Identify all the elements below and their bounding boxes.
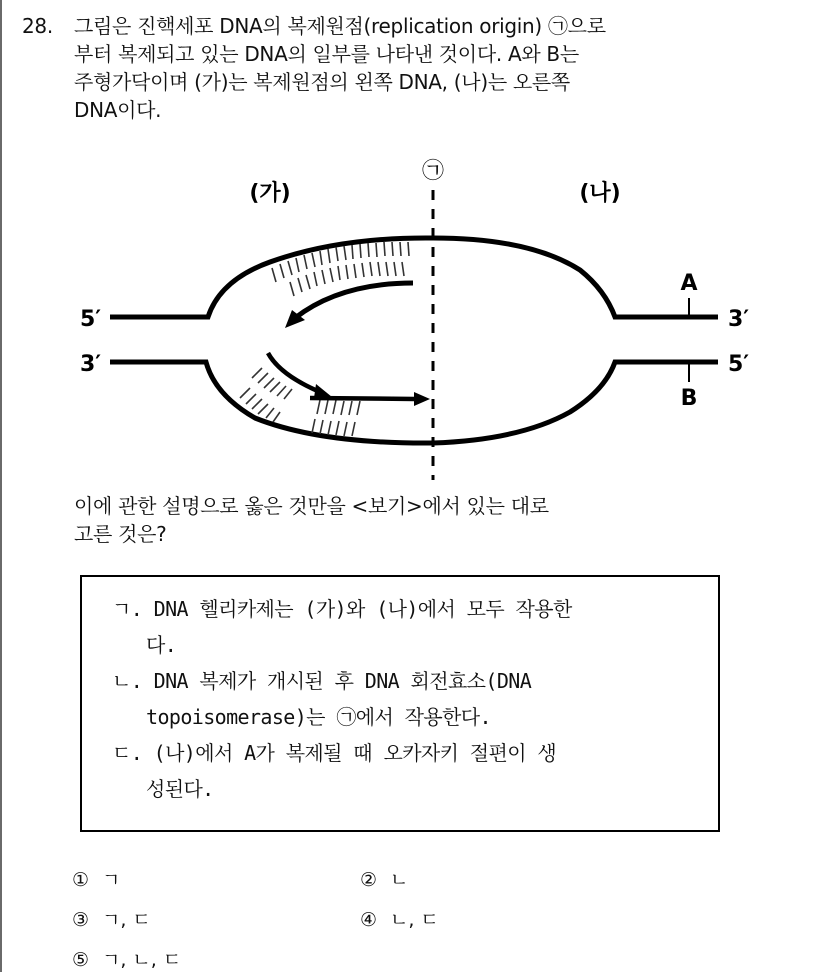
choice-number: ② [360, 869, 378, 891]
top-right-3prime: 3′ [728, 307, 750, 332]
question-stem [22, 12, 802, 124]
choice-text: ㄴ, ㄷ [390, 909, 439, 931]
okazaki-fragment-arrow-2 [310, 398, 415, 399]
choice-4[interactable] [360, 900, 648, 940]
strand-label-b: B [680, 386, 698, 411]
choice-2[interactable] [360, 860, 648, 900]
label-left-ga: (가) [249, 181, 291, 206]
top-strand [110, 238, 718, 317]
question-prompt [74, 492, 794, 548]
origin-marker: ㉠ [421, 159, 445, 184]
choice-text: ㄴ [390, 869, 409, 891]
choice-3[interactable] [72, 900, 360, 940]
bogi-text-cont: 성된다. [146, 777, 214, 801]
bogi-marker: ㄱ. [112, 597, 143, 621]
bogi-item-giyeok [112, 591, 718, 627]
question-line-4: DNA이다. [74, 98, 162, 122]
strand-label-a: A [680, 271, 698, 296]
bottom-right-5prime: 5′ [728, 352, 750, 377]
question-line-2: 부터 복제되고 있는 DNA의 일부를 나타낸 것이다. A와 B는 [74, 42, 579, 66]
bogi-text-cont: 다. [146, 633, 177, 657]
prompt-line-2: 고른 것은? [74, 522, 167, 546]
choice-text: ㄱ, ㄴ, ㄷ [102, 949, 182, 971]
top-left-5prime: 5′ [80, 307, 102, 332]
choice-text: ㄱ [102, 869, 121, 891]
choice-5[interactable] [72, 940, 360, 972]
question-number: 28. [22, 14, 53, 38]
bogi-text: DNA 헬리카제는 (가)와 (나)에서 모두 작용한 [153, 597, 572, 621]
question-line-3: 주형가닥이며 (가)는 복제원점의 왼쪽 DNA, (나)는 오른쪽 [74, 70, 570, 94]
bogi-item-digeut [112, 735, 718, 771]
question-line-1: 28. 그림은 진핵세포 DNA의 복제원점(replication origin) ㉠으로 [22, 14, 606, 38]
bogi-text-cont: topoisomerase)는 ㉠에서 작용한다. [146, 705, 491, 729]
choice-1[interactable] [72, 860, 360, 900]
bottom-left-3prime: 3′ [80, 352, 102, 377]
page-left-border [0, 0, 2, 972]
bogi-text: DNA 복제가 개시된 후 DNA 회전효소(DNA [153, 669, 532, 693]
top-hatch-marks [272, 242, 409, 296]
bottom-hatch-marks [240, 368, 360, 436]
label-right-na: (나) [579, 181, 621, 206]
answer-choices [72, 860, 672, 972]
bogi-marker: ㄴ. [112, 669, 143, 693]
bogi-text: (나)에서 A가 복제될 때 오카자키 절편이 생 [153, 741, 557, 765]
choice-number: ③ [72, 909, 90, 931]
choice-number: ④ [360, 909, 378, 931]
replication-bubble-diagram [80, 140, 760, 480]
choice-number: ① [72, 869, 90, 891]
prompt-line-1: 이에 관한 설명으로 옳은 것만을 <보기>에서 있는 대로 [74, 494, 549, 518]
bogi-marker: ㄷ. [112, 741, 143, 765]
choice-number: ⑤ [72, 949, 90, 971]
leading-strand-arrow [295, 283, 413, 318]
choice-text: ㄱ, ㄷ [102, 909, 151, 931]
bogi-box [80, 575, 720, 832]
bogi-item-nieun [112, 663, 718, 699]
